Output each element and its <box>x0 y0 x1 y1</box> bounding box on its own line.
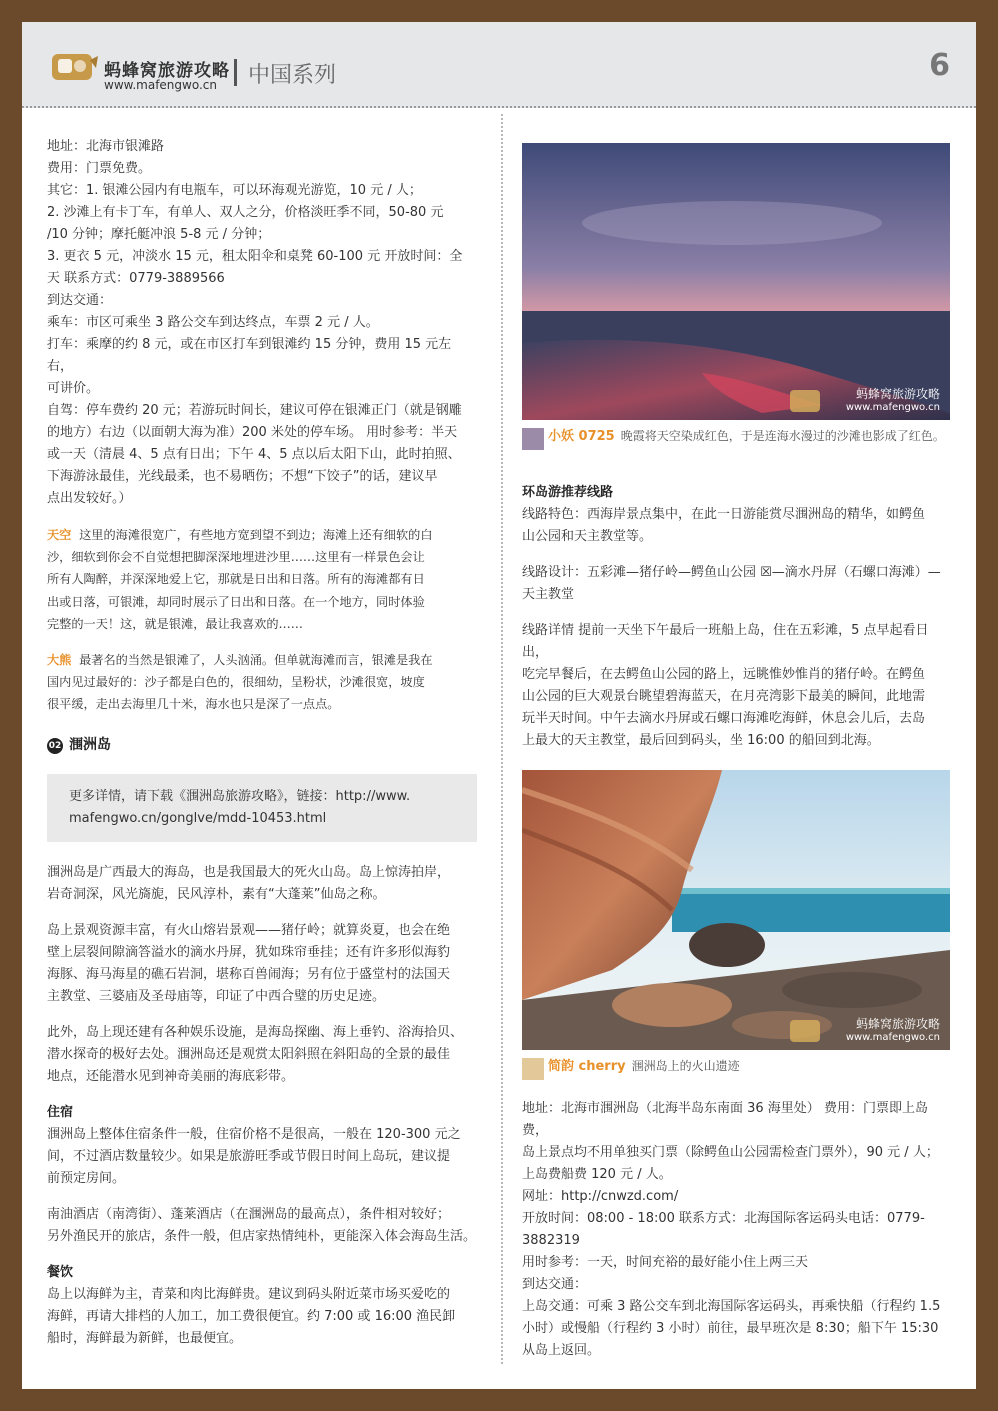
caption-text: 晚霞将天空染成红色，于是连海水漫过的沙滩也影成了红色。 <box>620 429 945 443</box>
comment-line: 很平缓，走出去海里几十米，海水也只是深了一点点。 <box>47 697 340 712</box>
column-divider <box>501 114 503 1364</box>
volcanic-rock-photo <box>522 770 950 1050</box>
info-line: 地址：北海市涠洲岛（北海半岛东南面 36 海里处） 费用：门票即上岛费， <box>522 1101 928 1138</box>
paragraph <box>47 1022 477 1088</box>
comment-nick[interactable]: 天空 <box>47 528 72 542</box>
paragraph <box>522 562 952 606</box>
paragraph-line: 地点，还能潜水见到神奇美丽的海底彩带。 <box>47 1068 295 1084</box>
weizhou-info <box>522 1098 952 1362</box>
comment-nick[interactable]: 大熊 <box>47 653 72 668</box>
paragraph-line: 线路详情 提前一天坐下午最后一班船上岛，住在五彩滩，5 点早起看日出， <box>522 623 929 660</box>
info-line: 开放时间：08:00 - 18:00 联系方式：北海国际客运码头电话：0779- <box>522 1211 925 1226</box>
info-line: 自驾：停车费约 20 元；若游玩时间长，建议可停在银滩正门（就是钢雕 <box>47 403 462 418</box>
paragraph <box>522 504 952 548</box>
download-info-box <box>47 774 477 842</box>
caption-user[interactable]: 简韵 cherry <box>548 1059 626 1074</box>
paragraph-line: 玩半天时间。中午去滴水丹屏或石螺口海滩吃海鲜，休息会儿后，去岛 <box>522 711 926 726</box>
brand-name: 蚂蜂窝旅游攻略 <box>104 61 230 81</box>
paragraph-line: 间，不过酒店数量较少。如果是旅游旺季或节假日时间上岛玩，建议提 <box>47 1148 451 1164</box>
watermark-icon <box>790 390 820 412</box>
paragraph-line: 岩奇洞深，风光旖旎，民风淳朴，素有“大蓬莱”仙岛之称。 <box>47 886 386 902</box>
paragraph-line: 涠洲岛上整体住宿条件一般，住宿价格不是很高，一般在 120-300 元之 <box>47 1126 461 1142</box>
paragraph-line: 线路特色：西海岸景点集中，在此一日游能赏尽涠洲岛的精华，如鳄鱼 <box>522 507 926 522</box>
caption-text: 涠洲岛上的火山遗迹 <box>631 1059 740 1073</box>
info-line: /10 分钟；摩托艇冲浪 5-8 元 / 分钟； <box>47 227 271 242</box>
paragraph-line: 海鲜，再请大排档的人加工，加工费很便宜。约 7:00 或 16:00 渔民卸 <box>47 1308 456 1324</box>
brand-url: www.mafengwo.cn <box>104 78 217 92</box>
info-box-line[interactable]: mafengwo.cn/gonglve/mdd-10453.html <box>69 810 327 826</box>
info-line: 下海游泳最佳，光线最柔，也不易晒伤；不想“下饺子”的话，建议早 <box>47 469 438 484</box>
info-line: 上岛交通：可乘 3 路公交车到北海国际客运码头，再乘快船（行程约 1.5 <box>522 1299 941 1314</box>
paragraph-line: 潜水探奇的极好去处。涠洲岛还是观赏太阳斜照在斜阳岛的全景的最佳 <box>47 1046 451 1062</box>
info-line: 到达交通： <box>47 293 113 308</box>
photo-watermark <box>846 1018 940 1044</box>
info-line: 点出发较好。） <box>47 491 132 506</box>
paragraph-line: 岛上以海鲜为主，青菜和肉比海鲜贵。建议到码头附近菜市场买爱吃的 <box>47 1286 451 1302</box>
page-number: 6 <box>929 48 950 83</box>
info-line: 岛上景点均不用单独买门票（除鳄鱼山公园需检查门票外），90 元 / 人； <box>522 1145 939 1160</box>
info-line: 打车：乘摩的约 8 元，或在市区打车到银滩约 15 分钟，费用 15 元左右， <box>47 337 452 374</box>
left-column <box>47 136 477 1350</box>
paragraph-line: 壁上层裂间隙滴答溢水的滴水丹屏，犹如珠帘垂挂；还有许多形似海豹 <box>47 944 451 960</box>
info-line: 天 联系方式：0779-3889566 <box>47 271 225 286</box>
watermark-url: www.mafengwo.cn <box>845 402 940 413</box>
paragraph-line: 上最大的天主教堂，最后回到码头，坐 16:00 的船回到北海。 <box>522 733 880 748</box>
food-heading: 餐饮 <box>47 1264 74 1280</box>
info-box-line[interactable]: 更多详情，请下载《涠洲岛旅游攻略》，链接：http://www. <box>69 788 411 804</box>
info-line: 地址：北海市银滩路 <box>47 139 165 154</box>
info-line: 上岛费船费 120 元 / 人。 <box>522 1167 672 1182</box>
paragraph-line: 南油酒店（南湾街）、蓬莱酒店（在涠洲岛的最高点），条件相对较好； <box>47 1206 451 1222</box>
stay-heading: 住宿 <box>47 1104 74 1120</box>
paragraph-line: 天主教堂 <box>522 587 575 602</box>
info-line: 小时）或慢船（行程约 3 小时）前往，最早班次是 8:30；船下午 15:30 <box>522 1321 939 1336</box>
comment-line: 出或日落，可银滩，却同时展示了日出和日落。在一个地方，同时体验 <box>47 594 425 609</box>
photo-caption <box>522 1058 952 1084</box>
section-number: 02 <box>47 738 63 754</box>
watermark-icon <box>790 1020 820 1042</box>
paragraph-line: 山公园的巨大观景台眺望碧海蓝天，在月亮湾影下最美的瞬间，此地需 <box>522 689 926 704</box>
paragraph <box>47 1204 477 1248</box>
comment-line: 所有人陶醉，并深深地爱上它，那就是日出和日落。所有的海滩都有日 <box>47 572 425 587</box>
comment-line: 最著名的当然是银滩了，人头汹涌。但单就海滩而言，银滩是我在 <box>79 653 433 668</box>
info-line: 可讲价。 <box>47 381 100 396</box>
info-line: 到达交通： <box>522 1277 588 1292</box>
header-divider <box>234 59 237 86</box>
watermark-text: 蚂蜂窝旅游攻略 <box>855 387 940 401</box>
route-heading: 环岛游推荐线路 <box>522 485 614 500</box>
photo-watermark <box>846 388 940 414</box>
paragraph-line: 主教堂、三婆庙及圣母庙等，印证了中西合璧的历史足迹。 <box>47 988 386 1004</box>
section-heading <box>47 734 477 756</box>
paragraph <box>47 1124 477 1190</box>
user-avatar[interactable] <box>522 1058 544 1080</box>
photo-caption <box>522 428 952 460</box>
info-line: 乘车：市区可乘坐 3 路公交车到达终点，车票 2 元 / 人。 <box>47 315 379 330</box>
info-line: 从岛上返回。 <box>522 1343 601 1358</box>
paragraph-line: 涠洲岛是广西最大的海岛，也是我国最大的死火山岛。岛上惊涛拍岸， <box>47 864 451 880</box>
yintan-info <box>47 136 477 510</box>
user-comment <box>47 524 477 635</box>
watermark-text: 蚂蜂窝旅游攻略 <box>855 1017 940 1031</box>
info-line: 用时参考：一天，时间充裕的最好能小住上两三天 <box>522 1255 809 1270</box>
paragraph-line: 前预定房间。 <box>47 1170 126 1186</box>
comment-line: 完整的一天！这，就是银滩，最让我喜欢的…… <box>47 616 303 631</box>
paragraph <box>47 1284 477 1350</box>
page <box>22 22 976 1389</box>
comment-line: 国内见过最好的：沙子都是白色的，很细幼，呈粉状，沙滩很宽，坡度 <box>47 675 425 690</box>
page-header <box>22 22 976 108</box>
paragraph-line: 线路设计：五彩滩—猪仔岭—鳄鱼山公园 ☒—滴水丹屏（石螺口海滩）— <box>522 565 941 580</box>
paragraph-line: 山公园和天主教堂等。 <box>522 529 653 544</box>
info-line: 其它：1. 银滩公园内有电瓶车，可以环海观光游览，10 元 / 人； <box>47 183 422 198</box>
paragraph-line: 另外渔民开的旅店，条件一般，但店家热情纯朴，更能深入体会海岛生活。 <box>47 1228 477 1244</box>
series-title: 中国系列 <box>248 63 337 88</box>
info-line: 3882319 <box>522 1233 580 1248</box>
caption-user[interactable]: 小妖 0725 <box>548 429 615 444</box>
info-line: 费用：门票免费。 <box>47 161 152 176</box>
info-line: 的地方）右边（以面朝大海为准）200 米处的停车场。 用时参考：半天 <box>47 425 458 440</box>
user-avatar[interactable] <box>522 428 544 450</box>
info-line: 3. 更衣 5 元，冲淡水 15 元，租太阳伞和桌凳 60-100 元 开放时间：全 <box>47 249 463 264</box>
paragraph-line: 海豚、海马海星的礁石岩洞，堪称百兽闹海；另有位于盛堂村的法国天 <box>47 966 451 982</box>
info-line: 或一天（清晨 4、5 点有日出；下午 4、5 点以后太阳下山，此时拍照、 <box>47 447 461 462</box>
right-column <box>522 143 952 1362</box>
watermark-url: www.mafengwo.cn <box>845 1032 940 1043</box>
comment-line: 沙，细软到你会不自觉想把脚深深地埋进沙里……这里有一样景色会让 <box>47 550 425 565</box>
mafengwo-logo-icon <box>50 50 100 84</box>
info-line[interactable]: 网址：http://cnwzd.com/ <box>522 1189 679 1204</box>
paragraph <box>47 862 477 906</box>
user-comment <box>47 649 477 716</box>
info-line: 2. 沙滩上有卡丁车，有单人、双人之分，价格淡旺季不同，50-80 元 <box>47 205 444 220</box>
paragraph-line: 此外，岛上现还建有各种娱乐设施，是海岛探幽、海上垂钓、浴海拾贝、 <box>47 1024 464 1040</box>
comment-line: 这里的海滩很宽广，有些地方宽到望不到边；海滩上还有细软的白 <box>79 528 433 542</box>
paragraph <box>522 620 952 752</box>
paragraph <box>47 920 477 1008</box>
sunset-beach-photo <box>522 143 950 420</box>
section-title: 涠洲岛 <box>69 736 111 753</box>
paragraph-line: 岛上景观资源丰富，有火山熔岩景观——猪仔岭；就算炎夏，也会在绝 <box>47 922 451 938</box>
paragraph-line: 吃完早餐后，在去鳄鱼山公园的路上，远眺惟妙惟肖的猪仔岭。在鳄鱼 <box>522 667 926 682</box>
paragraph-line: 船时，海鲜最为新鲜，也最便宜。 <box>47 1330 243 1346</box>
